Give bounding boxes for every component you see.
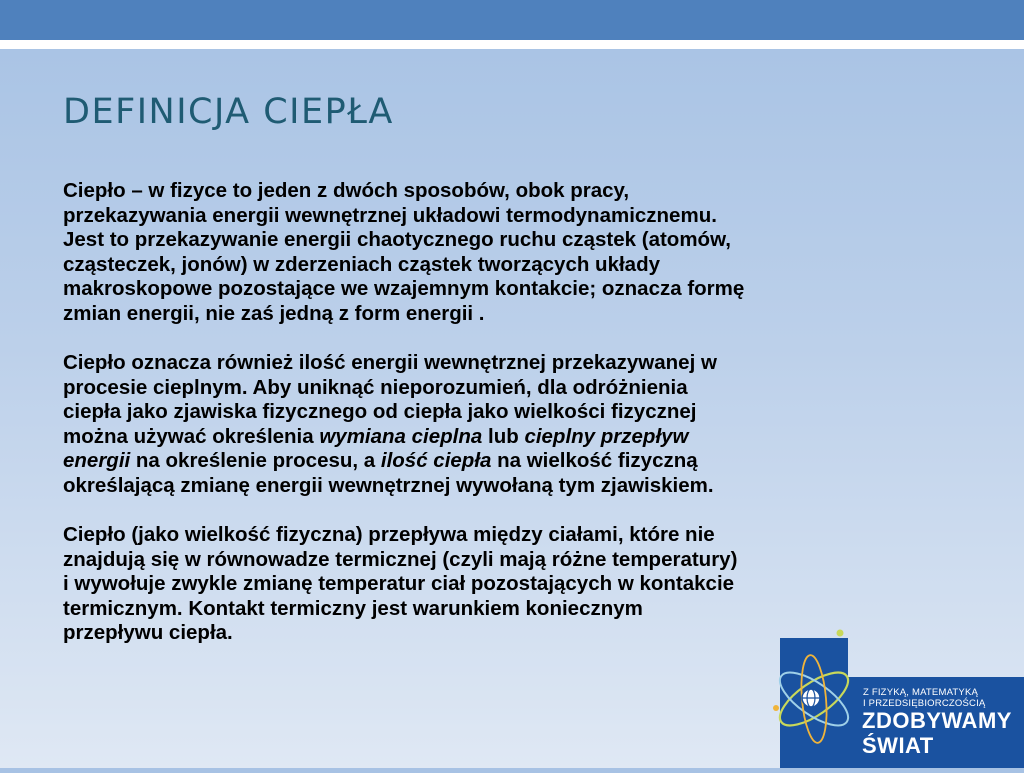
text-line: przekazywania energii wewnętrznej układowi termodynamicznemu. <box>63 203 717 227</box>
text-line: makroskopowe pozostające we wzajemnym kontakcie; oznacza formę <box>63 277 745 300</box>
text-line: Ciepło – w fizyce to jeden z dwóch sposobów, obok pracy, <box>63 179 630 202</box>
text-line: termicznym. Kontakt termiczny jest warunkiem koniecznym <box>63 596 643 620</box>
paragraph-heat-definition <box>63 179 983 326</box>
text-line: Jest to przekazywanie energii chaotycznego ruchu cząstek (atomów, <box>63 228 731 251</box>
logo-name-line: ZDOBYWAMY <box>862 708 1012 733</box>
emphasis-term: ilość ciepła <box>380 449 492 472</box>
logo-caption-line: I PRZEDSIĘBIORCZOŚCIĄ <box>863 697 986 709</box>
text-fragment: lub <box>482 424 525 448</box>
top-banner-bar <box>0 0 1024 40</box>
text-line: cząsteczek, jonów) w zderzeniach cząstek tworzących układy <box>63 252 661 276</box>
electron-dot <box>773 705 779 711</box>
logo-name-line: ŚWIAT <box>862 733 934 758</box>
text-line: przepływu ciepła. <box>63 621 233 644</box>
logo-caption-line: Z FIZYKĄ, MATEMATYKĄ <box>863 687 979 698</box>
emphasis-term: wymiana cieplna <box>319 424 483 448</box>
text-line: ciepła jako zjawiska fizycznego od ciepła jako wielkości fizycznej <box>63 400 697 423</box>
logo-name <box>862 708 1012 758</box>
text-line: określającą zmianę energii wewnętrznej wywołaną tym zjawiskiem. <box>63 473 714 497</box>
text-line: Ciepło oznacza również ilość energii wewnętrznej przekazywanej w <box>63 351 717 374</box>
text-line: i wywołuje zwykle zmianę temperatur ciał pozostających w kontakcie <box>63 572 735 595</box>
slide-body <box>63 179 983 671</box>
logo-caption <box>863 688 985 709</box>
text-fragment: można używać określenia <box>63 424 320 448</box>
top-banner-divider <box>0 40 1024 49</box>
text-fragment: na określenie procesu, a <box>130 449 381 472</box>
slide-title: DEFINICJA CIEPŁA <box>63 92 394 132</box>
text-line: zmian energii, nie zaś jedną z form energii . <box>63 301 485 325</box>
paragraph-heat-quantity <box>63 351 983 498</box>
emphasis-term: energii <box>63 449 131 472</box>
text-line: procesie cieplnym. Aby uniknąć nieporozumień, dla odróżnienia <box>63 375 688 399</box>
electron-dot <box>837 630 844 637</box>
text-line: Ciepło (jako wielkość fizyczna) przepływa między ciałami, które nie <box>63 523 715 546</box>
text-line: znajdują się w równowadze termicznej (czyli mają różne temperatury) <box>63 547 738 571</box>
emphasis-term: cieplny przepływ <box>524 424 689 448</box>
text-fragment: na wielkość fizyczną <box>491 449 698 472</box>
